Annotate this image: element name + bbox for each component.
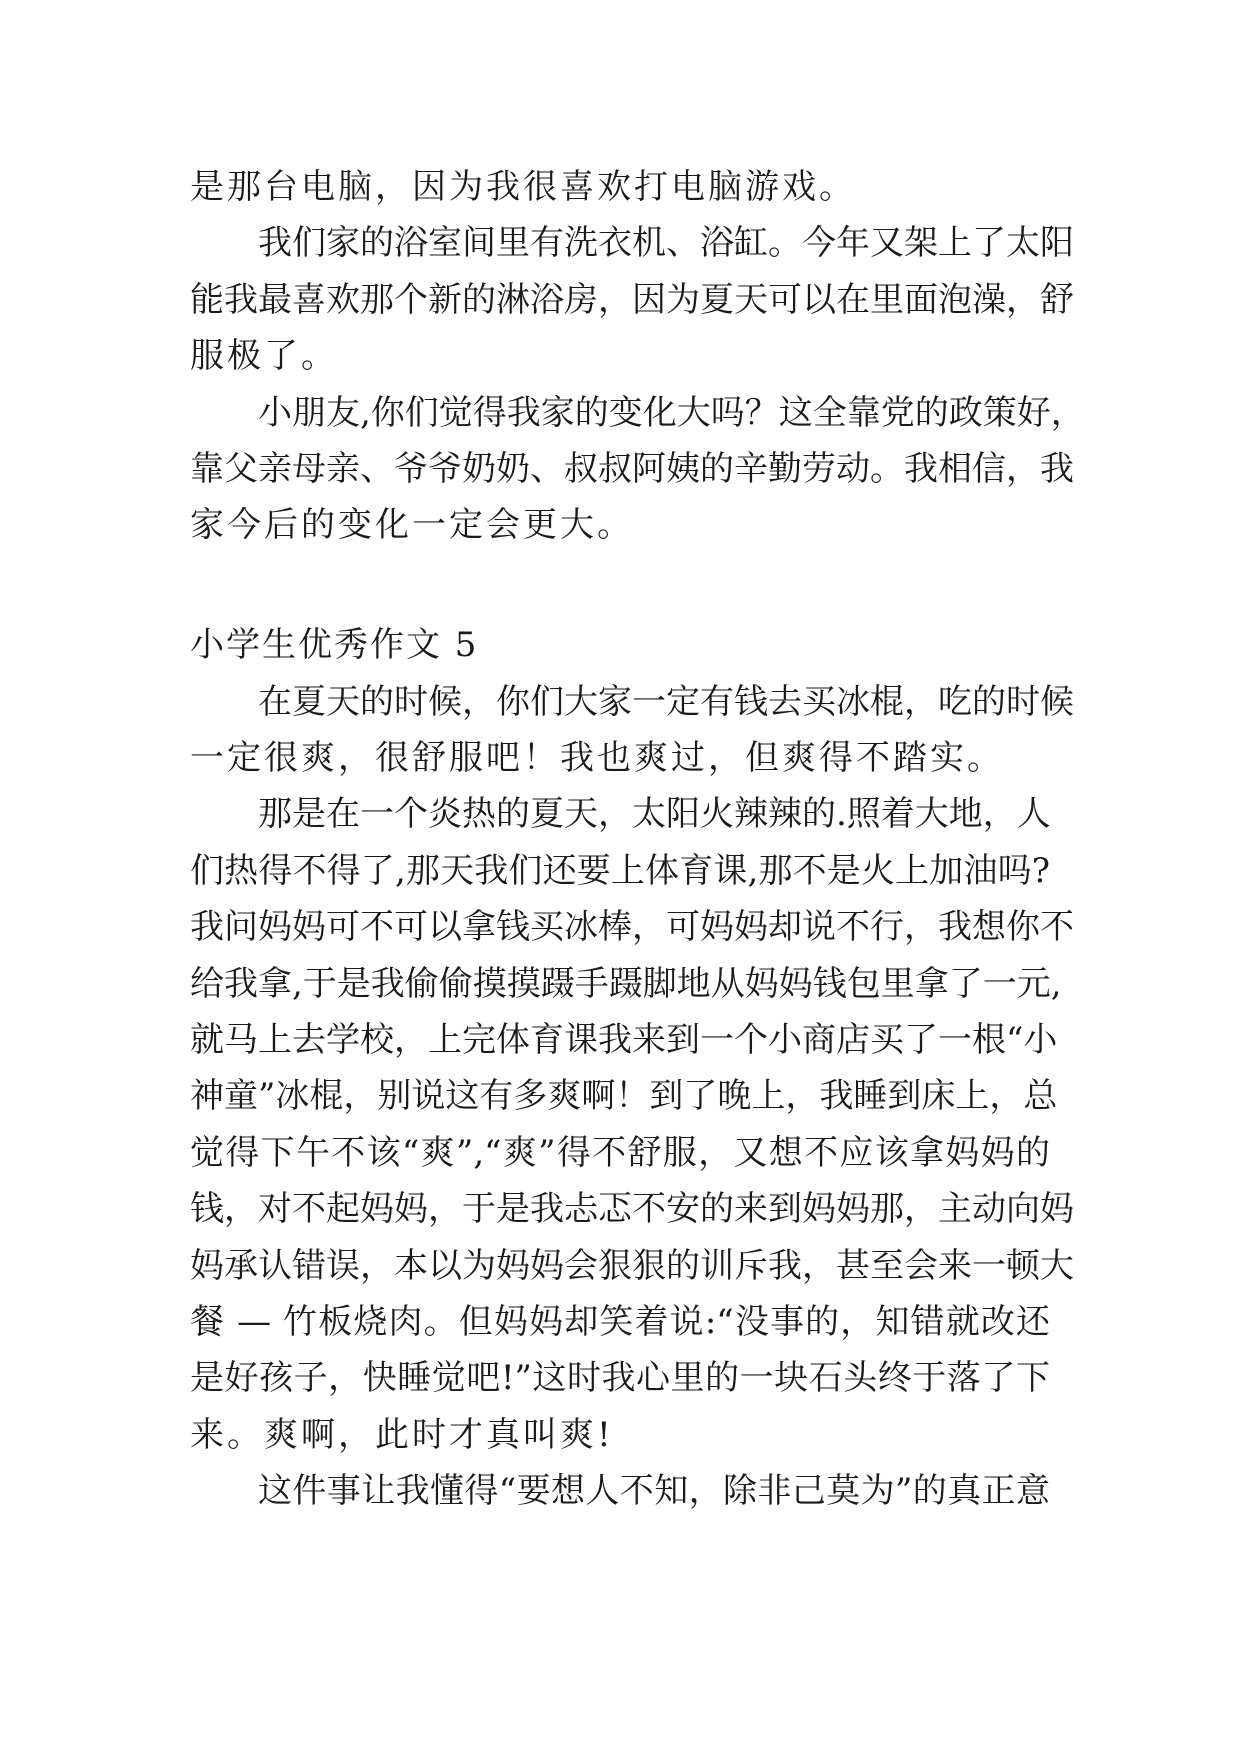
text-line: 靠父亲母亲、爷爷奶奶、叔叔阿姨的辛勤劳动。我相信，我: [190, 449, 1074, 489]
paragraph-first-line: 小朋友,你们觉得我家的变化大吗？这全靠党的政策好，: [258, 393, 1085, 433]
section-heading: 小学生优秀作文 5: [190, 625, 479, 665]
paragraph-first-line: 我们家的浴室间里有洗衣机、浴缸。今年又架上了太阳: [258, 223, 1074, 263]
text-line: 是那台电脑，因为我很喜欢打电脑游戏。: [190, 167, 856, 207]
text-line: 们热得不得了,那天我们还要上体育课,那不是火上加油吗?: [190, 851, 1050, 891]
text-line: 是好孩子，快睡觉吧!”这时我心里的一块石头终于落了下: [190, 1358, 1050, 1398]
text-line: 服极了。: [190, 336, 338, 376]
text-line: 一定很爽，很舒服吧！我也爽过，但爽得不踏实。: [190, 738, 1004, 778]
paragraph-first-line: 那是在一个炎热的夏天，太阳火辣辣的.照着大地，人: [258, 794, 1051, 834]
text-line: 给我拿,于是我偷偷摸摸蹑手蹑脚地从妈妈钱包里拿了一元,: [190, 964, 1062, 1004]
text-line: 能我最喜欢那个新的淋浴房，因为夏天可以在里面泡澡，舒: [190, 280, 1074, 320]
text-line: 钱，对不起妈妈，于是我忐忑不安的来到妈妈那，主动向妈: [190, 1189, 1074, 1229]
text-line: 神童”冰棍，别说这有多爽啊！到了晚上，我睡到床上，总: [190, 1076, 1058, 1116]
text-line: 来。爽啊，此时才真叫爽!: [190, 1415, 614, 1455]
text-line: 就马上去学校，上完体育课我来到一个小商店买了一根“小: [190, 1020, 1058, 1060]
text-line: 妈承认错误，本以为妈妈会狠狠的训斥我，甚至会来一顿大: [190, 1246, 1074, 1286]
text-line: 餐 — 竹板烧肉。但妈妈却笑着说:“没事的，知错就改还: [190, 1302, 1050, 1342]
text-line: 我问妈妈可不可以拿钱买冰棒，可妈妈却说不行，我想你不: [190, 907, 1074, 947]
text-line: 家今后的变化一定会更大。: [190, 505, 634, 545]
text-line: 觉得下午不该“爽”,“爽”得不舒服，又想不应该拿妈妈的: [190, 1133, 1050, 1173]
paragraph-first-line: 在夏天的时候，你们大家一定有钱去买冰棍，吃的时候: [258, 682, 1074, 722]
paragraph-first-line: 这件事让我懂得“要想人不知，除非己莫为”的真正意: [258, 1471, 1050, 1511]
